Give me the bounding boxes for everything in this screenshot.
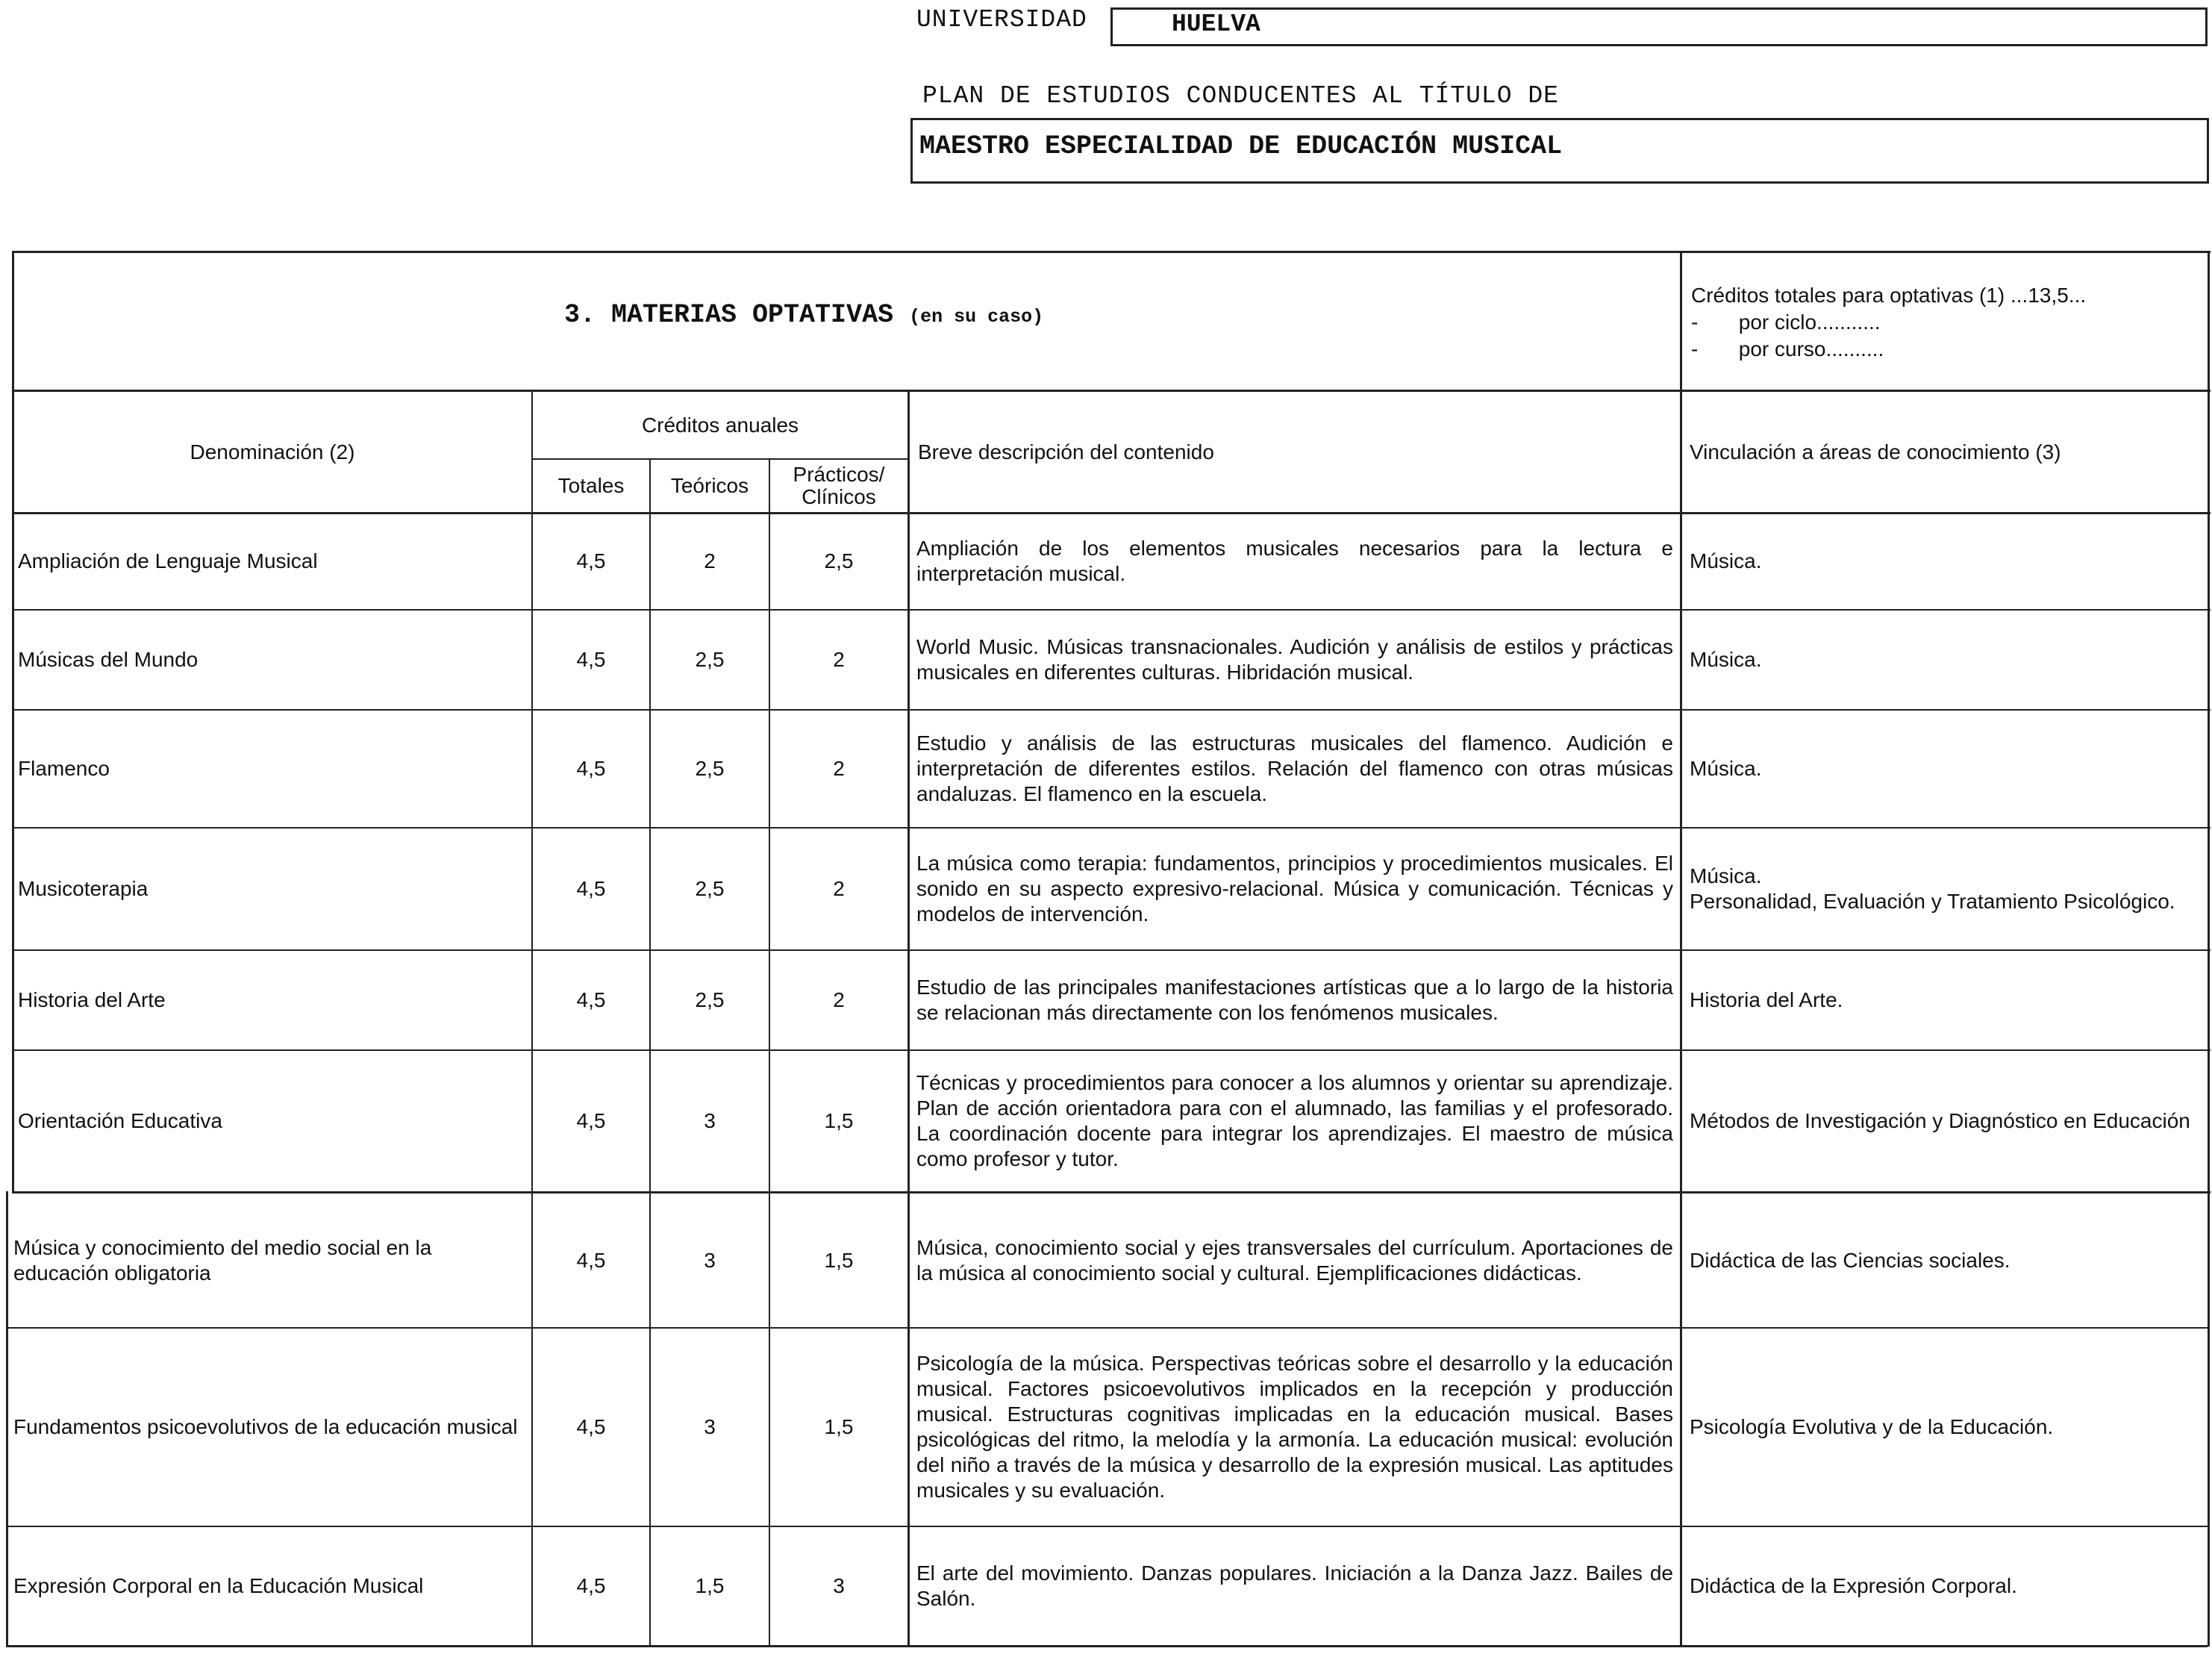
- knowledge-area-cell: [1690, 1193, 2199, 1327]
- credits-per-cycle: - por ciclo...........: [1691, 311, 1881, 334]
- description-text: Psicología de la música. Perspectivas teóricas sobre el desarrollo y la educación musical. Factores psicoevolutivos implicados en la recepción y producción musical. Estructuras cognitivas implicadas en la educación musical. Bases psicológicas del ritmo, la melodía y la armonía. La educación musical: evolución del niño a través de la música y desarrollo de la expresión musical. Las aptitudes musicales y su evaluación.: [916, 1352, 1673, 1502]
- credits-practicos: 1,5: [824, 1248, 854, 1272]
- credits-teoricos: 2,5: [695, 988, 725, 1011]
- credits-totales: 4,5: [576, 1248, 606, 1272]
- credits-practicos: 2,5: [824, 549, 854, 572]
- col-header-practicos: Prácticos/ Clínicos: [793, 463, 885, 508]
- university-value: HUELVA: [1172, 10, 1260, 38]
- credits-teoricos: 2,5: [695, 877, 725, 900]
- knowledge-area-text: Métodos de Investigación y Diagnóstico en Educación: [1690, 1109, 2190, 1132]
- description-text: El arte del movimiento. Danzas populares. Iniciación a la Danza Jazz. Bailes de Salón.: [916, 1561, 1673, 1610]
- description-text: La música como terapia: fundamentos, principios y procedimientos musicales. El sonido en su aspecto expresivo-relacional. Música y comunicación. Técnicas y modelos de intervención.: [916, 852, 1673, 926]
- description-text: World Music. Músicas transnacionales. Audición y análisis de estilos y prácticas musicales en diferentes culturas. Hibridación musical.: [916, 635, 1673, 684]
- description-cell: [916, 711, 1673, 827]
- knowledge-area-cell: [1690, 951, 2199, 1049]
- total-credits-line: Créditos totales para optativas (1) ...13,5...: [1691, 284, 2087, 307]
- knowledge-area-text: Música.: [1690, 864, 1762, 887]
- knowledge-area-cell: [1690, 1527, 2199, 1645]
- description-cell: [916, 1193, 1673, 1327]
- credits-totales: 4,5: [576, 549, 606, 572]
- credits-totales: 4,5: [576, 1109, 606, 1132]
- knowledge-area-cell: [1690, 611, 2199, 709]
- knowledge-area-cell: [1690, 711, 2199, 827]
- description-cell: [916, 1527, 1673, 1645]
- description-cell: [916, 514, 1673, 609]
- credits-practicos: 3: [833, 1574, 845, 1597]
- credits-teoricos: 2,5: [695, 648, 725, 671]
- knowledge-area-cell: [1690, 829, 2199, 949]
- subject-name: Historia del Arte: [18, 988, 166, 1011]
- col-header-totales: Totales: [557, 474, 625, 497]
- col-header-creditos-anuales: Créditos anuales: [641, 413, 799, 437]
- subject-name: Musicoterapia: [18, 877, 149, 900]
- subject-name: Músicas del Mundo: [18, 648, 199, 671]
- knowledge-area-text: Didáctica de las Ciencias sociales.: [1690, 1248, 2011, 1272]
- subject-name: Fundamentos psicoevolutivos de la educación musical: [13, 1415, 518, 1438]
- credits-totales: 4,5: [576, 757, 606, 780]
- description-cell: [916, 611, 1673, 709]
- credits-practicos: 1,5: [824, 1415, 854, 1438]
- credits-totales: 4,5: [576, 1415, 606, 1438]
- section-title-note: (en su caso): [909, 306, 1044, 328]
- credits-practicos: 2: [833, 648, 845, 671]
- subject-name: Orientación Educativa: [18, 1109, 222, 1132]
- description-text: Estudio y análisis de las estructuras musicales del flamenco. Audición e interpretación de diferentes estilos. Relación del flamenco con otras músicas andaluzas. El flamenco en la escuela.: [916, 731, 1673, 805]
- col-header-descripcion: Breve descripción del contenido: [918, 440, 1214, 464]
- total-credits-box: [1691, 282, 2086, 363]
- description-text: Ampliación de los elementos musicales necesarios para la lectura e interpretación musical.: [916, 537, 1673, 585]
- description-cell: [916, 1051, 1673, 1191]
- credits-teoricos: 2,5: [695, 757, 725, 780]
- subject-name: Flamenco: [18, 757, 110, 780]
- credits-teoricos: 1,5: [695, 1574, 725, 1597]
- knowledge-area-text-2: Personalidad, Evaluación y Tratamiento Psicológico.: [1690, 890, 2175, 913]
- university-label: UNIVERSIDAD: [916, 6, 1087, 34]
- credits-practicos: 2: [833, 877, 845, 900]
- credits-practicos: 2: [833, 988, 845, 1011]
- description-text: Música, conocimiento social y ejes transversales del currículum. Aportaciones de la música al conocimiento social y cultural. Ejemplificaciones didácticas.: [916, 1235, 1673, 1285]
- knowledge-area-text: Historia del Arte.: [1690, 988, 1843, 1011]
- credits-totales: 4,5: [576, 1574, 606, 1597]
- description-cell: [916, 829, 1673, 949]
- credits-teoricos: 3: [704, 1248, 716, 1272]
- description-text: Estudio de las principales manifestaciones artísticas que a lo largo de la historia se relacionan más directamente con los fenómenos musicales.: [916, 976, 1673, 1024]
- description-cell: [916, 1329, 1673, 1526]
- credits-totales: 4,5: [576, 648, 606, 671]
- section-title: [564, 300, 1043, 330]
- credits-practicos: 2: [833, 757, 845, 780]
- plan-label: PLAN DE ESTUDIOS CONDUCENTES AL TÍTULO DE: [922, 82, 1559, 110]
- knowledge-area-text: Música.: [1690, 549, 1762, 572]
- knowledge-area-text: Música.: [1690, 648, 1762, 671]
- credits-teoricos: 3: [704, 1415, 716, 1438]
- credits-totales: 4,5: [576, 877, 606, 900]
- credits-teoricos: 3: [704, 1109, 716, 1132]
- description-cell: [916, 951, 1673, 1049]
- credits-per-course: - por curso..........: [1691, 337, 1884, 361]
- col-header-teoricos: Teóricos: [670, 474, 749, 497]
- subject-name: Expresión Corporal en la Educación Musical: [13, 1574, 424, 1597]
- knowledge-area-text: Música.: [1690, 757, 1762, 780]
- credits-practicos: 1,5: [824, 1109, 854, 1132]
- credits-totales: 4,5: [576, 988, 606, 1011]
- knowledge-area-cell: [1690, 1329, 2199, 1526]
- knowledge-area-cell: [1690, 514, 2199, 609]
- knowledge-area-text: Didáctica de la Expresión Corporal.: [1690, 1574, 2017, 1597]
- university-field-box: [1110, 7, 2208, 46]
- credits-teoricos: 2: [704, 549, 716, 572]
- subject-name: Música y conocimiento del medio social en la educación obligatoria: [13, 1235, 432, 1285]
- col-header-vinculacion: Vinculación a áreas de conocimiento (3): [1690, 440, 2061, 464]
- degree-title: MAESTRO ESPECIALIDAD DE EDUCACIÓN MUSICAL: [919, 131, 1563, 161]
- section-title-text: 3. MATERIAS OPTATIVAS: [564, 300, 894, 330]
- knowledge-area-cell: [1690, 1051, 2199, 1191]
- subject-name: Ampliación de Lenguaje Musical: [18, 549, 318, 572]
- knowledge-area-text: Psicología Evolutiva y de la Educación.: [1690, 1415, 2054, 1438]
- col-header-denominacion: Denominación (2): [190, 440, 355, 464]
- description-text: Técnicas y procedimientos para conocer a los alumnos y orientar su aprendizaje. Plan de acción orientadora para con el alumnado, las familias y el profesorado. La coordinación docente para integrar los aprendizajes. El maestro de música como profesor y tutor.: [916, 1071, 1673, 1170]
